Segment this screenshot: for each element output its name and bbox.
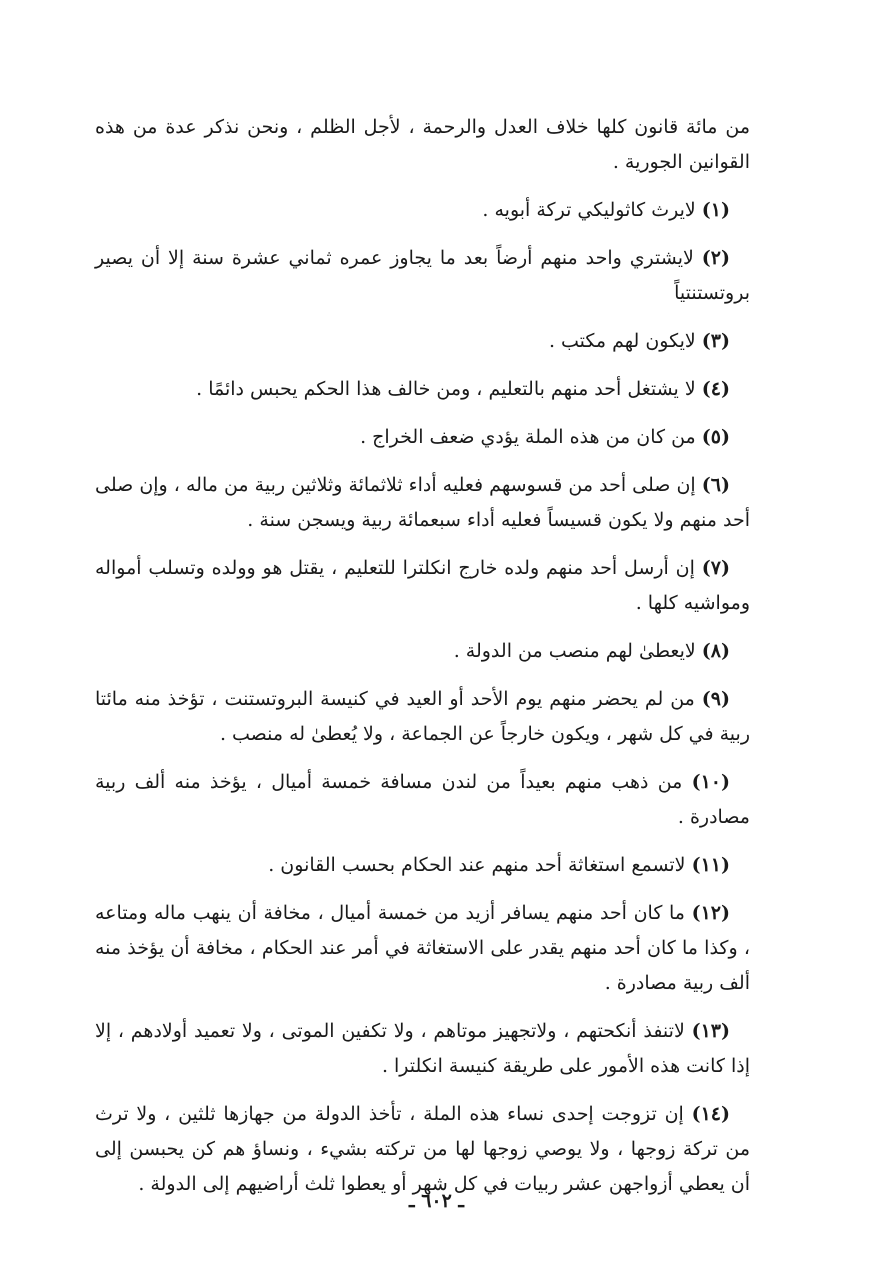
item-number: (١٢)	[691, 902, 730, 924]
item-text: إن أرسل أحد منهم ولده خارج انكلترا للتعليم ، يقتل هو وولده وتسلب أمواله ومواشيه كلها .	[95, 557, 750, 614]
item-text: إن صلى أحد من قسوسهم فعليه أداء ثلاثمائة وثلاثين ربية من ماله ، وإن صلى أحد منهم ولا يكون قسيساً فعليه أداء سبعمائة ربية ويسجن سنة .	[95, 474, 750, 531]
item-text: لاتسمع استغاثة أحد منهم عند الحكام بحسب القانون .	[268, 854, 686, 876]
item-text: لايكون لهم مكتب .	[548, 330, 696, 352]
law-item-11	[95, 848, 750, 883]
item-number: (٥)	[701, 426, 730, 448]
law-item-7	[95, 551, 750, 621]
law-item-10	[95, 765, 750, 835]
item-text: لايعطىٰ لهم منصب من الدولة .	[453, 640, 696, 662]
item-number: (٤)	[701, 378, 730, 400]
page-number: ـ ٦٠٢ ـ	[409, 1190, 464, 1212]
law-item-1	[95, 193, 750, 228]
item-number: (١٣)	[691, 1020, 730, 1042]
page-body	[95, 110, 750, 1215]
item-text: لا يشتغل أحد منهم بالتعليم ، ومن خالف هذا الحكم يحبس دائمًا .	[196, 378, 696, 400]
item-number: (١٤)	[691, 1103, 730, 1125]
law-item-4	[95, 372, 750, 407]
law-item-3	[95, 324, 750, 359]
law-item-12	[95, 896, 750, 1001]
intro-paragraph: من مائة قانون كلها خلاف العدل والرحمة ، لأجل الظلم ، ونحن نذكر عدة من هذه القوانين الجورية .	[95, 116, 750, 173]
item-text: من ذهب منهم بعيداً من لندن مسافة خمسة أميال ، يؤخذ منه ألف ربية مصادرة .	[95, 771, 750, 828]
item-number: (٢)	[701, 247, 730, 269]
item-number: (١١)	[691, 854, 730, 876]
item-number: (٨)	[701, 640, 730, 662]
law-item-9	[95, 682, 750, 752]
item-number: (٦)	[701, 474, 730, 496]
law-item-5	[95, 420, 750, 455]
item-number: (٩)	[701, 688, 730, 710]
item-text: من كان من هذه الملة يؤدي ضعف الخراج .	[360, 426, 696, 448]
law-item-2	[95, 241, 750, 311]
law-item-14	[95, 1097, 750, 1202]
item-text: لايشتري واحد منهم أرضاً بعد ما يجاوز عمره ثماني عشرة سنة إلا أن يصير بروتستنتياً	[95, 247, 750, 304]
item-text: لاتنفذ أنكحتهم ، ولاتجهيز موتاهم ، ولا تكفين الموتى ، ولا تعميد أولادهم ، إلا إذا كانت هذه الأمور على طريقة كنيسة انكلترا .	[95, 1020, 750, 1077]
item-number: (٣)	[701, 330, 730, 352]
item-number: (١٠)	[691, 771, 730, 793]
law-item-13	[95, 1014, 750, 1084]
item-number: (١)	[701, 199, 730, 221]
item-text: من لم يحضر منهم يوم الأحد أو العيد في كنيسة البروتستنت ، تؤخذ منه مائتا ربية في كل شهر ، ويكون خارجاً عن الجماعة ، ولا يُعطىٰ له منصب .	[95, 688, 750, 745]
item-number: (٧)	[701, 557, 730, 579]
item-text: ما كان أحد منهم يسافر أزيد من خمسة أميال ، مخافة أن ينهب ماله ومتاعه ، وكذا ما كان أحد منهم يقدر على الاستغاثة في أمر عند الحكام ، مخافة أن يؤخذ منه ألف ربية مصادرة .	[95, 902, 750, 994]
item-text: إن تزوجت إحدى نساء هذه الملة ، تأخذ الدولة من جهازها ثلثين ، ولا ترث من تركة زوجها ، ولا يوصي زوجها لها من تركته بشيء ، ونساؤ هم كن يحبسن إلى أن يعطي أزواجهن عشر ربيات في كل شهر أو يعطوا ثلث أراضيهم إلى الدولة .	[95, 1103, 750, 1195]
item-text: لايرث كاثوليكي تركة أبويه .	[482, 199, 696, 221]
law-item-8	[95, 634, 750, 669]
law-item-6	[95, 468, 750, 538]
